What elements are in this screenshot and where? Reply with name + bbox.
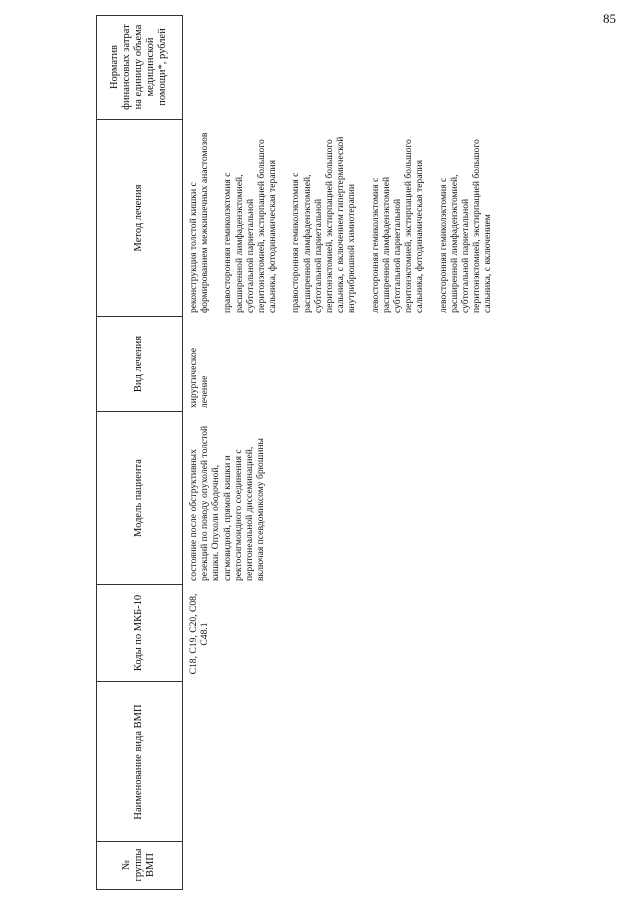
cell-treatment-method bbox=[188, 123, 506, 313]
method-item: левосторонняя гемиколэктомия с расширенной лимфаденэктомией, субтотальной париетальной перитонэктомией, экстирпацией большого сальника, с включением bbox=[437, 139, 494, 313]
rotated-table bbox=[96, 15, 614, 890]
column-divider bbox=[96, 584, 182, 585]
header-treatment-type: Вид лечения bbox=[133, 335, 144, 393]
column-divider bbox=[96, 889, 182, 890]
column-divider bbox=[96, 681, 182, 682]
page-number: 85 bbox=[603, 11, 616, 26]
column-divider bbox=[96, 15, 182, 16]
column-divider bbox=[96, 841, 182, 842]
method-item: правосторонняя гемиколэктомия с расширенной лимфаденэктомией, субтотальной париетальной перитонэктомией, экстирпацией большого сальника, с включением гипертермической внутрибрюшной химиотерапии bbox=[290, 136, 358, 313]
header-icd-codes: Коды по МКБ-10 bbox=[133, 594, 144, 672]
column-divider bbox=[96, 119, 182, 120]
header-group-number: № группы ВМП bbox=[121, 848, 156, 882]
cell-icd-codes: C18, C19, C20, C08, C48.1 bbox=[188, 593, 211, 675]
method-item: правосторонняя гемиколэктомия с расширенной лимфаденэктомией, субтотальной париетальной перитонэктомией, экстирпацией большого сальника, фотодинамическая терапия bbox=[222, 139, 279, 313]
cell-treatment-type: хирургическое лечение bbox=[188, 347, 211, 408]
header-treatment-method: Метод лечения bbox=[133, 184, 144, 252]
method-item: левосторонняя гемиколэктомия с расширенной лимфаденэктомией субтотальной париетальной перитонэктомией, экстирпацией большого сальника, фотодинамическая терапия bbox=[369, 139, 426, 313]
header-patient-model: Модель пациента bbox=[133, 459, 144, 537]
cell-patient-model: состояние после обструктивных резекций по поводу опухолей толстой кишки. Опухоли ободочной, сигмовидной, прямой кишки и ректосигмоидного соединения с перитонеальной диссеминацией, включая псевдомиксому брюшины bbox=[188, 425, 267, 581]
table-header-border bbox=[182, 15, 183, 890]
header-cost-norm: Норматив финансовых затрат на единицу объема медицинской помощи*, рублей bbox=[109, 24, 168, 110]
header-vmp-name: Наименование вида ВМП bbox=[133, 704, 144, 820]
column-divider bbox=[96, 411, 182, 412]
method-item: реконструкция толстой кишки с формированием межкишечных анастомозов bbox=[188, 132, 211, 313]
column-divider bbox=[96, 316, 182, 317]
